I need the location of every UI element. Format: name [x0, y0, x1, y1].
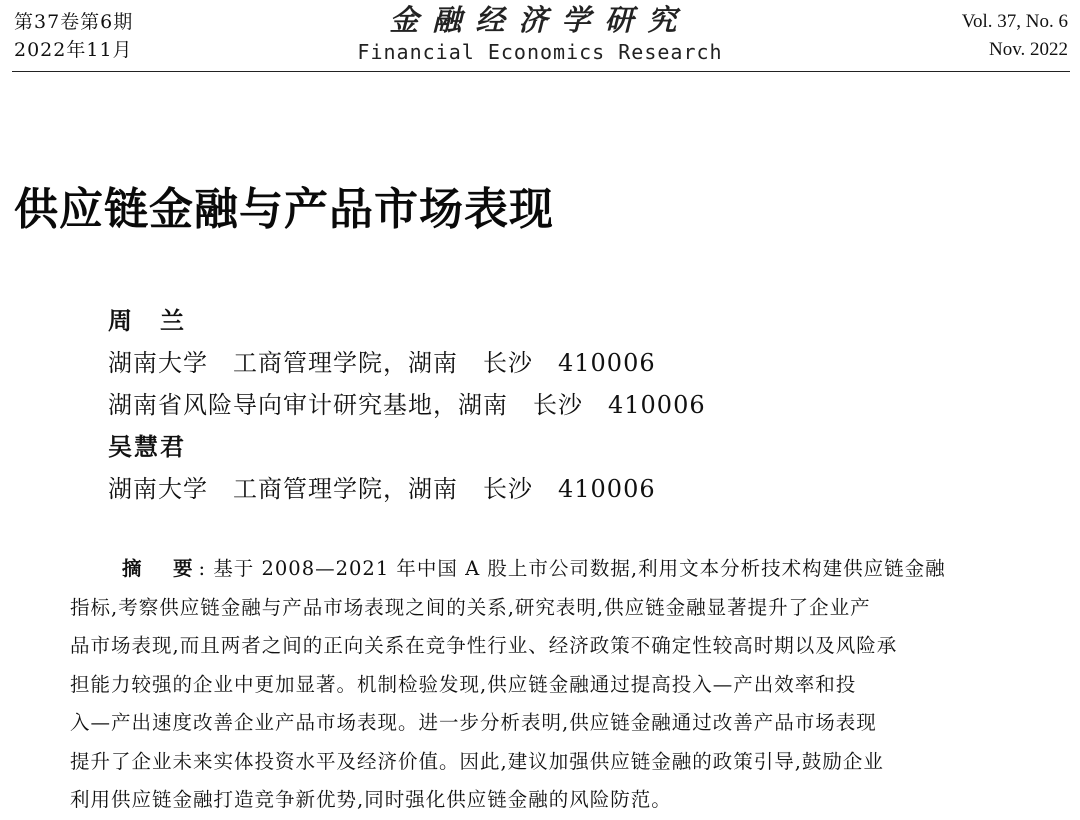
- date-cn: 2022年11月: [14, 39, 133, 61]
- abstract-line: 入—产出速度改善企业产品市场表现。进一步分析表明,供应链金融通过改善产品市场表现: [70, 711, 877, 734]
- header-left: [14, 8, 133, 64]
- author-name: 周 兰: [108, 307, 186, 335]
- header-divider: [12, 71, 1070, 72]
- abstract-label: 摘 要: [122, 557, 199, 580]
- abstract-line: 担能力较强的企业中更加显著。机制检验发现,供应链金融通过提高投入—产出效率和投: [70, 672, 857, 696]
- abstract-line: 品市场表现,而且两者之间的正向关系在竞争性行业、经济政策不确定性较高时期以及风险承: [70, 634, 898, 657]
- abstract-line: 指标,考察供应链金融与产品市场表现之间的关系,研究表明,供应链金融显著提升了企业产: [70, 595, 871, 619]
- abstract-text: : 基于 2008—2021 年中国 A 股上市公司数据,利用文本分析技术构建供应链金融: [198, 557, 946, 580]
- journal-name-cn: 金融经济学研究: [389, 3, 691, 37]
- author-affiliation: 湖南省风险导向审计研究基地，湖南 长沙 410006: [108, 391, 706, 419]
- author-name: 吴慧君: [108, 433, 186, 461]
- header-right: [962, 8, 1068, 64]
- volume-issue-cn: 第37卷第6期: [14, 11, 134, 33]
- author-block: [108, 300, 706, 510]
- abstract-line: [70, 550, 1015, 589]
- abstract: [70, 550, 1015, 820]
- abstract-line: 利用供应链金融打造竞争新优势,同时强化供应链金融的风险防范。: [70, 788, 672, 811]
- author-affiliation: 湖南大学 工商管理学院，湖南 长沙 410006: [108, 349, 656, 377]
- abstract-line: 提升了企业未来实体投资水平及经济价值。因此,建议加强供应链金融的政策引导,鼓励企业: [70, 749, 884, 773]
- paper-title: 供应链金融与产品市场表现: [14, 184, 554, 235]
- date-en: Nov. 2022: [989, 39, 1068, 60]
- journal-masthead: [340, 0, 740, 64]
- author-affiliation: 湖南大学 工商管理学院，湖南 长沙 410006: [108, 475, 656, 503]
- journal-name-en: Financial Economics Research: [357, 40, 723, 64]
- volume-issue-en: Vol. 37, No. 6: [961, 11, 1068, 32]
